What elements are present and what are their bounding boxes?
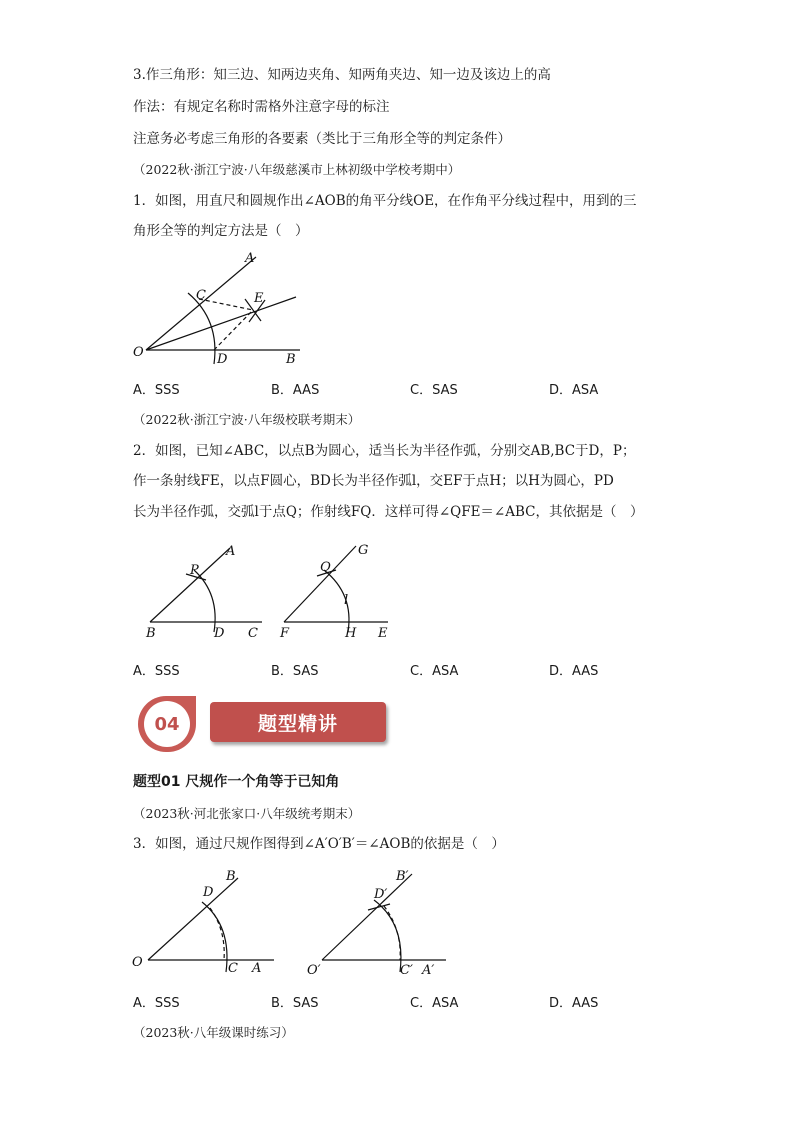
q2-label-q: Q [320, 560, 331, 575]
section-number-badge [138, 696, 196, 752]
q1-option-c[interactable]: C．SAS [410, 383, 458, 398]
q2-label-a: A [226, 544, 236, 559]
section-banner [138, 696, 388, 752]
q3-label-c: C [228, 961, 238, 976]
q3-label-o-prime: O′ [307, 963, 321, 978]
q1-figure [128, 246, 308, 368]
q1-label-c: C [196, 288, 206, 303]
q2-ray-ba [150, 548, 230, 622]
q3-label-o: O [132, 955, 143, 970]
q1-option-d[interactable]: D．ASA [549, 383, 599, 398]
q3-label-a: A [252, 961, 262, 976]
q3-ray-o-b-prime [322, 874, 412, 960]
q2-text-a: 2．如图，已知∠ABC，以点B为圆心，适当长为半径作弧，分别交AB,BC于D，P； [133, 443, 636, 459]
q2-options [133, 660, 693, 678]
q3-dash-dc [210, 908, 224, 960]
q3-label-d-prime: D′ [374, 887, 388, 902]
intro-line-1: 3.作三角形：知三边、知两边夹角、知两角夹边、知一边及该边上的高 [133, 67, 551, 83]
q3-arc-dc [202, 902, 227, 972]
q1-text-b: 角形全等的判定方法是（ ） [133, 223, 309, 239]
q2-label-d: D [214, 626, 225, 641]
type01-heading: 题型01 尺规作一个角等于已知角 [133, 774, 340, 790]
q3-dash-prime [384, 906, 400, 960]
q3-options [133, 992, 693, 1010]
q1-source: （2022秋·浙江宁波·八年级慈溪市上林初级中学校考期中） [133, 162, 461, 177]
section-title-bar [210, 702, 386, 742]
q3-source: （2023秋·河北张家口·八年级统考期末） [133, 806, 361, 821]
q1-dash-ce [199, 299, 253, 310]
q2-label-l: l [344, 593, 349, 608]
q2-label-e: E [378, 626, 388, 641]
q2-text-c: 长为半径作弧，交弧l于点Q；作射线FQ．这样可得∠QFE＝∠ABC，其依据是（ ） [133, 504, 644, 520]
q3-arc-prime [374, 900, 401, 972]
q1-option-a[interactable]: A．SSS [133, 383, 180, 398]
q2-label-p: P [190, 563, 199, 578]
q1-text-a: 1．如图，用直尺和圆规作出∠AOB的角平分线OE，在作角平分线过程中，用到的三 [133, 193, 637, 209]
q2-option-c[interactable]: C．ASA [410, 664, 459, 679]
section-title: 题型精讲 [257, 712, 338, 735]
q3-option-a[interactable]: A．SSS [133, 996, 180, 1011]
q3-option-c[interactable]: C．ASA [410, 996, 459, 1011]
q3-label-b-prime: B′ [396, 869, 409, 884]
q1-label-a: A [245, 251, 255, 266]
q1-options [133, 379, 693, 397]
q2-label-g: G [358, 543, 369, 558]
intro-line-2: 作法：有规定名称时需格外注意字母的标注 [133, 99, 390, 115]
q3-label-c-prime: C′ [400, 963, 413, 978]
section-number: 04 [144, 701, 190, 747]
q2-option-b[interactable]: B．SAS [271, 664, 319, 679]
q3-text-a: 3．如图，通过尺规作图得到∠A′O′B′＝∠AOB的依据是（ ） [133, 836, 505, 852]
intro-line-3: 注意务必考虑三角形的各要素（类比于三角形全等的判定条件） [133, 131, 511, 147]
footer-source: （2023秋·八年级课时练习） [133, 1025, 294, 1040]
q3-figure-right [304, 864, 454, 982]
q3-option-d[interactable]: D．AAS [549, 996, 599, 1011]
q2-source: （2022秋·浙江宁波·八年级校联考期末） [133, 412, 361, 427]
q1-label-e: E [254, 291, 264, 306]
q2-option-a[interactable]: A．SSS [133, 664, 180, 679]
q2-label-h: H [345, 626, 357, 641]
q1-ray-oa [146, 257, 256, 350]
q3-label-d: D [203, 885, 214, 900]
q3-label-a-prime: A′ [422, 963, 435, 978]
q2-figure-right [272, 540, 402, 644]
q3-option-b[interactable]: B．SAS [271, 996, 319, 1011]
q2-label-b: B [146, 626, 156, 641]
q1-label-o: O [133, 345, 144, 360]
q2-label-f: F [280, 626, 290, 641]
q1-option-b[interactable]: B．AAS [271, 383, 320, 398]
q3-label-b: B [226, 869, 236, 884]
q2-text-b: 作一条射线FE，以点F圆心，BD长为半径作弧l，交EF于点H；以H为圆心，PD [133, 473, 614, 489]
q1-dash-de [214, 310, 253, 350]
q3-figure-left [128, 864, 278, 982]
q2-label-c: C [248, 626, 258, 641]
q1-label-b: B [286, 352, 296, 367]
q1-label-d: D [217, 352, 228, 367]
q2-option-d[interactable]: D．AAS [549, 664, 599, 679]
q2-figure-left [138, 540, 268, 644]
q2-ray-fg [284, 546, 356, 622]
